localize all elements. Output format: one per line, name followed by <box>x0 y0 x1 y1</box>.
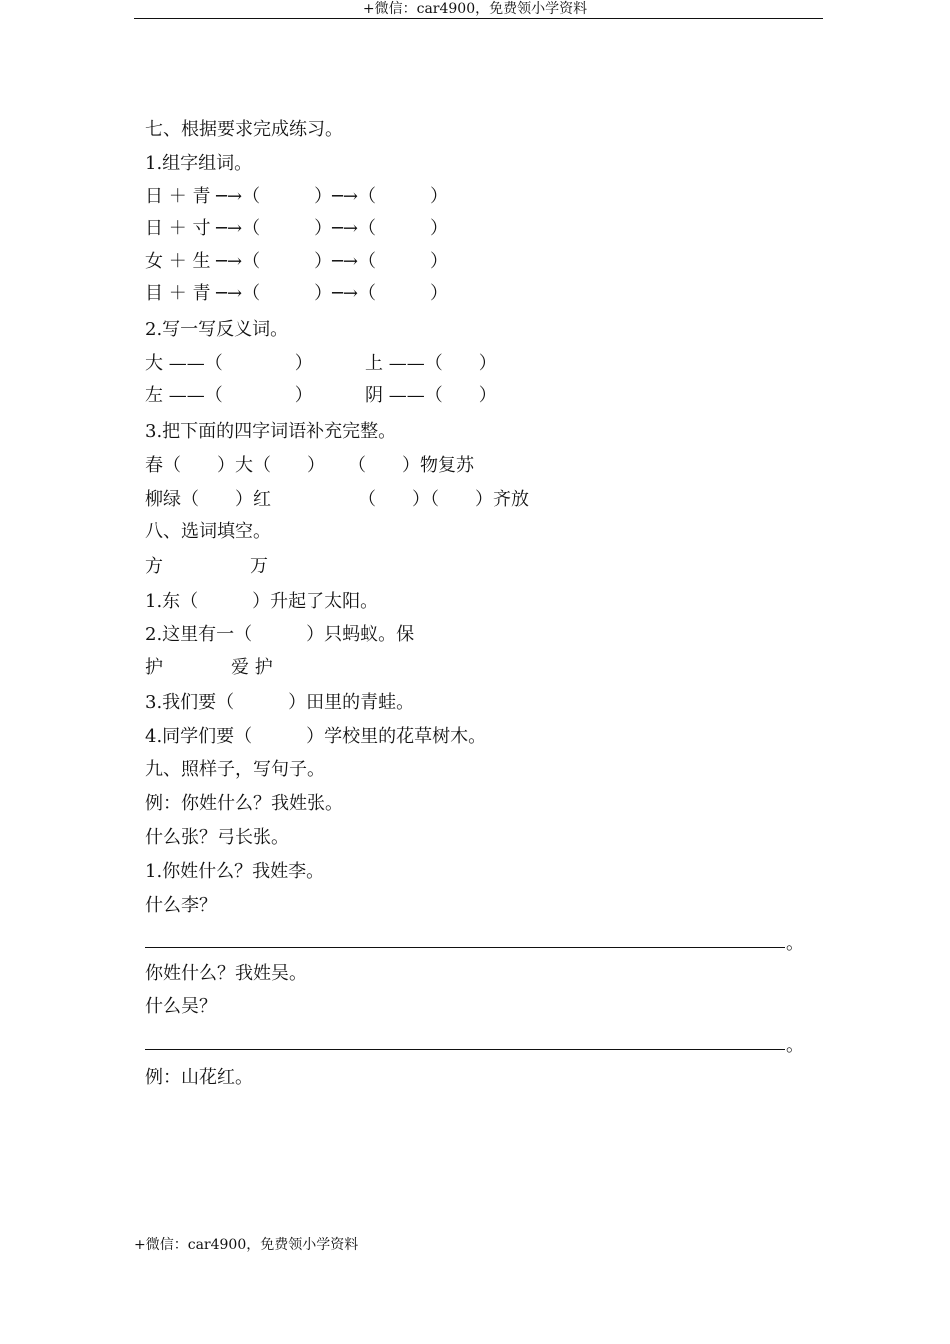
fill-question-4: 4.同学们要（ ）学校里的花草树木。 <box>145 726 487 747</box>
choice-word-wan: 万 <box>250 556 268 577</box>
fill-question-2: 2.这里有一（ ）只蚂蚁。保 <box>145 624 415 645</box>
section-7-title: 七、根据要求完成练习。 <box>145 119 343 140</box>
section-8-title: 八、选词填空。 <box>145 521 271 542</box>
example-1-line-1: 例：你姓什么？我姓张。 <box>145 793 343 814</box>
answer-line-1-period: 。 <box>786 933 804 954</box>
idiom-row-2-right: （ ）（ ）齐放 <box>358 489 529 510</box>
choice-word-hu: 护 <box>145 657 163 678</box>
answer-line-2-period: 。 <box>786 1035 804 1056</box>
header-rule <box>134 18 823 19</box>
part-3-title: 3.把下面的四字词语补充完整。 <box>145 421 397 442</box>
sentence-question-1-line-2: 什么李？ <box>145 895 217 916</box>
compose-row-1: 日 ＋ 青 ─→（ ）─→（ ） <box>145 186 449 207</box>
sentence-question-1-line-1: 1.你姓什么？我姓李。 <box>145 861 325 882</box>
example-2: 例：山花红。 <box>145 1067 253 1088</box>
antonym-row-2-left: 左 ——（ ） <box>145 385 313 406</box>
idiom-row-1-right: （ ）物复苏 <box>348 455 474 476</box>
section-9-title: 九、照样子，写句子。 <box>145 759 325 780</box>
compose-row-2: 日 ＋ 寸 ─→（ ）─→（ ） <box>145 218 449 239</box>
compose-row-3: 女 ＋ 生 ─→（ ）─→（ ） <box>145 251 449 272</box>
choice-word-fang: 方 <box>145 556 163 577</box>
antonym-row-2-right: 阴 ——（ ） <box>365 385 497 406</box>
answer-line-2[interactable] <box>145 1049 785 1050</box>
idiom-row-1-left: 春（ ）大（ ） <box>145 455 325 476</box>
part-2-title: 2.写一写反义词。 <box>145 319 289 340</box>
example-1-line-2: 什么张？弓长张。 <box>145 827 289 848</box>
answer-line-1[interactable] <box>145 947 785 948</box>
idiom-row-2-left: 柳绿（ ）红 <box>145 489 271 510</box>
page-header: +微信：car4900，免费领小学资料 <box>362 1 588 17</box>
sentence-question-2-line-2: 什么吴？ <box>145 996 217 1017</box>
fill-question-3: 3.我们要（ ）田里的青蛙。 <box>145 692 415 713</box>
part-1-title: 1.组字组词。 <box>145 153 253 174</box>
sentence-question-2-line-1: 你姓什么？我姓吴。 <box>145 963 307 984</box>
choice-word-aihu: 爱 护 <box>231 657 273 678</box>
page-footer: +微信：car4900，免费领小学资料 <box>134 1237 359 1253</box>
antonym-row-1-right: 上 ——（ ） <box>365 353 497 374</box>
fill-question-1: 1.东（ ）升起了太阳。 <box>145 591 379 612</box>
compose-row-4: 目 ＋ 青 ─→（ ）─→（ ） <box>145 283 449 304</box>
antonym-row-1-left: 大 ——（ ） <box>145 353 313 374</box>
